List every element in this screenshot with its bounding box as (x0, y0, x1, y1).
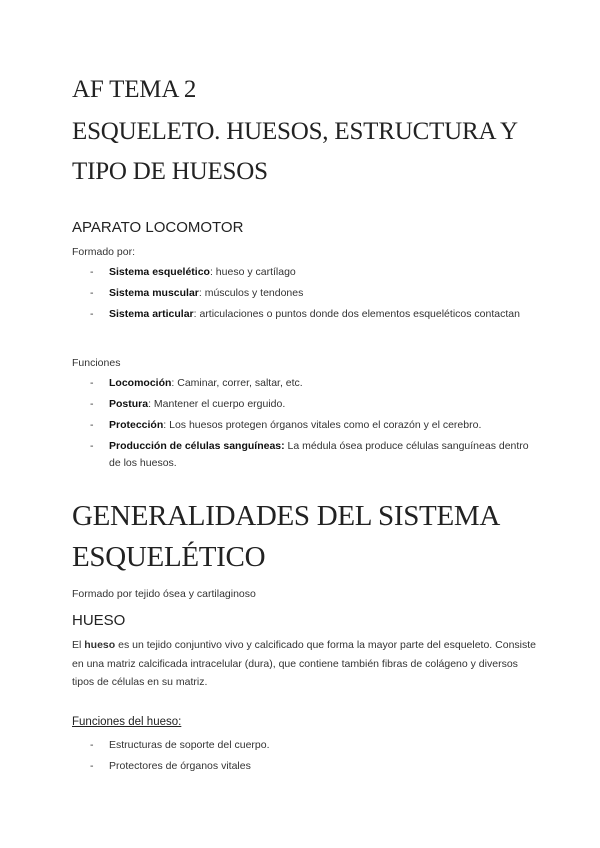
document-title-line-1: AF TEMA 2 (72, 76, 197, 103)
dash-bullet: - (90, 739, 94, 751)
hueso-paragraph-body: es un tejido conjuntivo vivo y calcificado que forma la mayor parte del esqueleto. Consiste en una matriz calcificada intracelular (dura), que contiene también fibras de colágeno y diversos tipos de células en su matriz. (72, 639, 536, 688)
dash-bullet: - (90, 287, 94, 299)
generalidades-intro: Formado por tejido ósea y cartilaginoso (72, 588, 256, 600)
list-item (72, 285, 532, 302)
dash-bullet: - (90, 419, 94, 431)
list-item (72, 737, 532, 754)
list-item-term: Sistema articular (109, 308, 194, 320)
list-item-term: Postura (109, 398, 149, 410)
dash-bullet: - (90, 440, 94, 452)
list-item-text: Estructuras de soporte del cuerpo. (109, 739, 270, 751)
funciones-del-hueso-list (72, 737, 532, 779)
list-item (72, 306, 532, 323)
list-item (72, 375, 532, 392)
list-item-text: : Los huesos protegen órganos vitales como el corazón y el cerebro. (163, 419, 482, 431)
list-item-text: Protectores de órganos vitales (109, 760, 251, 772)
hueso-heading: HUESO (72, 612, 126, 629)
funciones-label: Funciones (72, 357, 121, 369)
list-item-text: : músculos y tendones (198, 287, 304, 299)
section-heading-generalidades-line-2: ESQUELÉTICO (72, 541, 266, 573)
list-item (72, 396, 532, 413)
hueso-paragraph (72, 636, 542, 692)
list-item-text: : articulaciones o puntos donde dos elementos esqueléticos contactan (193, 308, 520, 320)
formado-por-label: Formado por: (72, 246, 136, 258)
dash-bullet: - (90, 398, 94, 410)
formado-por-list (72, 264, 532, 327)
hueso-bold-term: hueso (84, 639, 116, 651)
dash-bullet: - (90, 760, 94, 772)
section-heading-generalidades-line-1: GENERALIDADES DEL SISTEMA (72, 500, 501, 532)
list-item (72, 264, 532, 281)
funciones-del-hueso-label: Funciones del hueso: (72, 716, 182, 728)
list-item-term: Protección (109, 419, 164, 431)
document-title-line-2: ESQUELETO. HUESOS, ESTRUCTURA Y (72, 118, 518, 145)
list-item-term: Sistema muscular (109, 287, 199, 299)
document-title-line-3: TIPO DE HUESOS (72, 158, 268, 185)
dash-bullet: - (90, 308, 94, 320)
list-item (72, 438, 532, 472)
list-item-term: Producción de células sanguíneas: (109, 440, 285, 452)
list-item-text: : hueso y cartílago (209, 266, 296, 278)
list-item-text: : Caminar, correr, saltar, etc. (171, 377, 303, 389)
hueso-paragraph-prefix: El (72, 639, 85, 651)
list-item (72, 417, 532, 434)
list-item-term: Locomoción (109, 377, 172, 389)
list-item-term: Sistema esquelético (109, 266, 210, 278)
dash-bullet: - (90, 266, 94, 278)
section-heading-aparato-locomotor: APARATO LOCOMOTOR (72, 219, 244, 236)
list-item-text: La médula ósea produce células sanguíneas dentro de los huesos. (109, 440, 529, 469)
list-item (72, 758, 532, 775)
funciones-list (72, 375, 532, 476)
list-item-text: : Mantener el cuerpo erguido. (148, 398, 286, 410)
dash-bullet: - (90, 377, 94, 389)
